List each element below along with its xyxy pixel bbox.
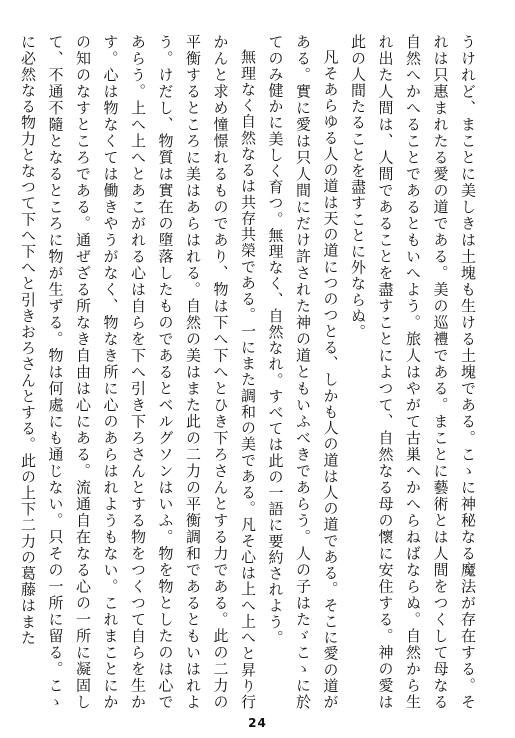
paragraph-2: 凡そあらゆる人の道は天の道につのつとる、しかも人の道は人の道である。そこに愛の道がある。實に愛は只人間にだけ許された神の道ともいふべきであらう。人の子はたゞこゝに於てのみ健かに美しく育つ。無理なく、自然なれ。すべては此の一語に要約されよう。 <box>266 34 340 710</box>
page-number: 24 <box>248 716 267 730</box>
paragraph-3: 無理なく自然なるは共存共榮である。一にまた調和の美である。凡そ心は上へ上へと昇り行かんと求め憧憬れるものであり、物は下へ下へとひき下ろさんとする力である。此の二力の平衡するところに美はあらはれる。自然の美はまた此の二力の平衡調和であるともいはれよう。けだし、物質は實在の墮落したものであるとベルグソンはいふ。物を物としたのは心であらう。上へ上へとあこがれる心は自らを下へ引き下ろさんとする物をつくつて自らを生かす。心は物なくては働きやうがなく、物なき所に心のあらはれようもない。これまことにかの知のなすところである。通ぜざる所なき自由は心にある。流通自在なる心の一所に凝固して、不通不隨となるところに物が生ずる。物は何處にも通じない。只その一所に留る。こゝに必然なる物力となつて下へ下へと引きおろさんとする。此の上下二力の葛藤はまた <box>19 34 257 710</box>
paragraph-1: うけれど、まことに美しきは土塊も生ける土塊である。こゝに神秘なる魔法が存在する。それは只惠まれたる愛の道である。美の巡禮である。まことに藝術とは人間をつくして母なる自然へかへることであるともいへよう。旅人はやがて古巣へかへらねばならぬ。自然から生れ出た人間は、人間であることを盡すことによつて、自然なる母の懷に安住する。神の愛は此の人間たることを盡すことに外ならぬ。 <box>349 34 477 710</box>
body-text <box>19 34 481 710</box>
